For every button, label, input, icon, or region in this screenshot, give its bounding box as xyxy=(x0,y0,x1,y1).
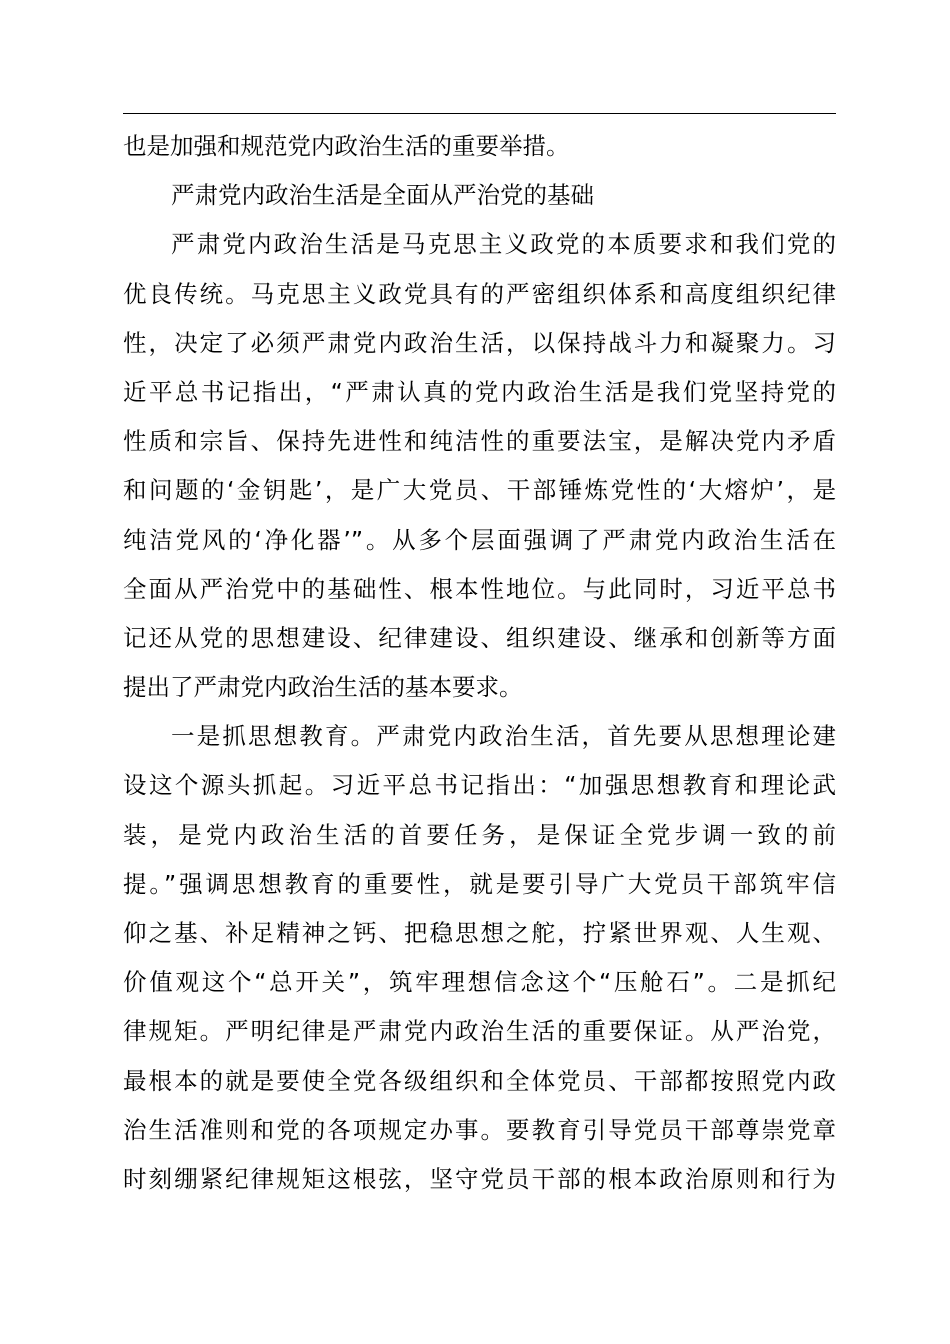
paragraph-line: 也是加强和规范党内政治生活的重要举措。 xyxy=(123,132,570,160)
paragraph-line: 性，决定了必须严肃党内政治生活，以保持战斗力和凝聚力。习 xyxy=(123,328,836,357)
paragraph-line: 严肃党内政治生活是马克思主义政党的本质要求和我们党的 xyxy=(171,230,836,259)
paragraph-line: 治生活准则和党的各项规定办事。要教育引导党员干部尊崇党章 xyxy=(123,1115,836,1144)
paragraph-line: 提。”强调思想教育的重要性，就是要引导广大党员干部筑牢信 xyxy=(123,869,836,898)
paragraph-line: 装，是党内政治生活的首要任务，是保证全党步调一致的前 xyxy=(123,820,836,849)
paragraph-line: 提出了严肃党内政治生活的基本要求。 xyxy=(123,673,523,702)
paragraph-line: 设这个源头抓起。习近平总书记指出：“加强思想教育和理论武 xyxy=(123,771,836,800)
paragraph-line: 优良传统。马克思主义政党具有的严密组织体系和高度组织纪律 xyxy=(123,279,836,308)
paragraph-line: 记还从党的思想建设、纪律建设、组织建设、继承和创新等方面 xyxy=(123,623,836,652)
paragraph-line: 最根本的就是要使全党各级组织和全体党员、干部都按照党内政 xyxy=(123,1066,836,1095)
header-rule xyxy=(123,113,836,114)
paragraph-line: 律规矩。严明纪律是严肃党内政治生活的重要保证。从严治党， xyxy=(123,1017,836,1046)
paragraph-line: 价值观这个“总开关”，筑牢理想信念这个“压舱石”。二是抓纪 xyxy=(123,968,836,997)
section-heading: 严肃党内政治生活是全面从严治党的基础 xyxy=(171,181,594,210)
paragraph-line: 时刻绷紧纪律规矩这根弦，坚守党员干部的根本政治原则和行为 xyxy=(123,1164,836,1193)
paragraph-line: 一是抓思想教育。严肃党内政治生活，首先要从思想理论建 xyxy=(171,722,836,751)
paragraph-line: 全面从严治党中的基础性、根本性地位。与此同时，习近平总书 xyxy=(123,574,836,603)
paragraph-line: 近平总书记指出，“严肃认真的党内政治生活是我们党坚持党的 xyxy=(123,377,836,406)
paragraph-line: 性质和宗旨、保持先进性和纯洁性的重要法宝，是解决党内矛盾 xyxy=(123,427,836,456)
paragraph-line: 纯洁党风的‘净化器’”。从多个层面强调了严肃党内政治生活在 xyxy=(123,525,836,554)
paragraph-line: 和问题的‘金钥匙’，是广大党员、干部锤炼党性的‘大熔炉’，是 xyxy=(123,476,836,505)
paragraph-line: 仰之基、补足精神之钙、把稳思想之舵，拧紧世界观、人生观、 xyxy=(123,919,836,947)
body-text xyxy=(123,122,836,1204)
